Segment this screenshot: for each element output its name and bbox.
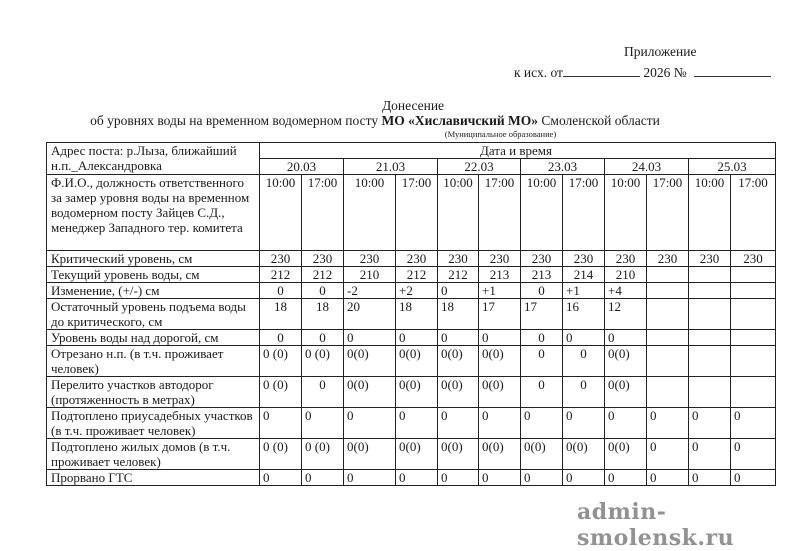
value-cell: 0 (302, 470, 344, 486)
value-cell: 17 (479, 299, 521, 330)
row-label: Подтоплено жилых домов (в т.ч. проживает человек) (47, 439, 260, 470)
municipality-caption: (Муниципальное образование) (444, 129, 557, 139)
value-cell (731, 330, 776, 346)
reference-line (514, 64, 771, 81)
value-cell: 0 (344, 408, 396, 439)
time-header: 17:00 (302, 175, 344, 251)
reference-date-blank (563, 64, 640, 77)
value-cell (647, 377, 689, 408)
value-cell: 0 (260, 283, 302, 299)
table-row (47, 330, 776, 346)
value-cell: 0(0) (479, 439, 521, 470)
row-label: Перелито участков автодорог (протяженность в метрах) (47, 377, 260, 408)
value-cell: 0 (302, 330, 344, 346)
value-cell: 0(0) (396, 377, 438, 408)
value-cell: 0 (731, 470, 776, 486)
value-cell: 0 (647, 408, 689, 439)
value-cell: 0 (689, 408, 731, 439)
value-cell: 210 (344, 267, 396, 283)
value-cell: 0 (0) (302, 346, 344, 377)
header-row-top (47, 143, 776, 159)
value-cell: 214 (563, 267, 605, 283)
value-cell: 0 (689, 439, 731, 470)
value-cell: 0 (438, 283, 479, 299)
value-cell: +1 (563, 283, 605, 299)
value-cell: 18 (396, 299, 438, 330)
table-row (47, 408, 776, 439)
value-cell: 0 (731, 408, 776, 439)
date-header: 23.03 (521, 159, 605, 175)
value-cell: 0 (396, 470, 438, 486)
appendix-label: Приложение (624, 44, 697, 59)
value-cell: 230 (689, 251, 731, 267)
value-cell: 0 (521, 330, 563, 346)
value-cell: 0 (479, 470, 521, 486)
value-cell (647, 267, 689, 283)
table-row (47, 346, 776, 377)
value-cell: +4 (605, 283, 647, 299)
value-cell: 0 (260, 408, 302, 439)
value-cell: 0 (479, 330, 521, 346)
date-header: 25.03 (689, 159, 776, 175)
value-cell: 0 (689, 470, 731, 486)
value-cell: 230 (260, 251, 302, 267)
value-cell: 212 (260, 267, 302, 283)
value-cell (689, 346, 731, 377)
table-row (47, 439, 776, 470)
value-cell (689, 330, 731, 346)
value-cell: 0 (521, 346, 563, 377)
date-header: 22.03 (438, 159, 521, 175)
value-cell (731, 283, 776, 299)
value-cell: 213 (479, 267, 521, 283)
value-cell: 0 (396, 330, 438, 346)
value-cell (731, 299, 776, 330)
value-cell: 0(0) (605, 439, 647, 470)
value-cell: 0 (563, 330, 605, 346)
municipality-name: МО «Хиславичский МО» (381, 113, 539, 128)
value-cell: 0 (0) (260, 346, 302, 377)
row-label: Текущий уровень воды, см (47, 267, 260, 283)
value-cell: 0 (647, 470, 689, 486)
value-cell: 0 (563, 470, 605, 486)
table-row (47, 299, 776, 330)
value-cell: 0(0) (605, 377, 647, 408)
value-cell: 18 (260, 299, 302, 330)
subtitle-suffix: Смоленской области (541, 113, 660, 128)
value-cell: 230 (479, 251, 521, 267)
time-header: 17:00 (563, 175, 605, 251)
value-cell: 16 (563, 299, 605, 330)
value-cell: 0 (344, 330, 396, 346)
value-cell: 0(0) (396, 439, 438, 470)
time-header: 17:00 (479, 175, 521, 251)
reference-number-blank (694, 64, 771, 77)
value-cell: 0(0) (396, 346, 438, 377)
value-cell: 0 (647, 439, 689, 470)
value-cell (731, 346, 776, 377)
address-cell: Адрес поста: р.Лыза, ближайший н.п._Александровка (47, 143, 260, 175)
value-cell: 0 (479, 408, 521, 439)
value-cell: 0 (0) (302, 439, 344, 470)
value-cell: 0 (302, 283, 344, 299)
value-cell: 0 (0) (260, 377, 302, 408)
value-cell: 0 (0) (260, 439, 302, 470)
time-header: 10:00 (521, 175, 563, 251)
value-cell: 230 (302, 251, 344, 267)
value-cell: 0(0) (438, 377, 479, 408)
row-label: Уровень воды над дорогой, см (47, 330, 260, 346)
value-cell: 17 (521, 299, 563, 330)
value-cell: 12 (605, 299, 647, 330)
value-cell: 230 (563, 251, 605, 267)
value-cell: 0 (563, 408, 605, 439)
value-cell: 0 (438, 408, 479, 439)
value-cell: 0(0) (479, 377, 521, 408)
value-cell: 212 (302, 267, 344, 283)
table-row (47, 377, 776, 408)
value-cell: 0 (731, 439, 776, 470)
time-header: 17:00 (731, 175, 776, 251)
date-header: 21.03 (344, 159, 438, 175)
table-row (47, 470, 776, 486)
value-cell: 0(0) (605, 346, 647, 377)
value-cell: 0(0) (563, 439, 605, 470)
row-label: Изменение, (+/-) см (47, 283, 260, 299)
time-header: 17:00 (396, 175, 438, 251)
value-cell: 0 (605, 330, 647, 346)
value-cell (731, 377, 776, 408)
value-cell (647, 330, 689, 346)
value-cell: 230 (438, 251, 479, 267)
reference-year: 2026 № (643, 65, 687, 80)
time-header: 10:00 (260, 175, 302, 251)
row-label: Отрезано н.п. (в т.ч. проживает человек) (47, 346, 260, 377)
value-cell: 212 (438, 267, 479, 283)
value-cell: 20 (344, 299, 396, 330)
value-cell: 0 (605, 408, 647, 439)
table-row (47, 251, 776, 267)
value-cell (689, 299, 731, 330)
value-cell: 0 (563, 346, 605, 377)
value-cell: +1 (479, 283, 521, 299)
times-row (47, 175, 776, 251)
value-cell: 0 (521, 470, 563, 486)
value-cell: 0 (563, 377, 605, 408)
value-cell: 0 (302, 377, 344, 408)
row-label: Прорвано ГТС (47, 470, 260, 486)
date-time-header: Дата и время (260, 143, 776, 159)
watermark: admin-smolensk.ru (577, 499, 735, 551)
value-cell: 210 (605, 267, 647, 283)
value-cell: 0(0) (521, 439, 563, 470)
value-cell: 0 (521, 408, 563, 439)
value-cell: 230 (521, 251, 563, 267)
value-cell: 0 (344, 470, 396, 486)
value-cell: 0 (260, 330, 302, 346)
value-cell: 0 (521, 283, 563, 299)
value-cell (647, 283, 689, 299)
value-cell: 0 (438, 470, 479, 486)
time-header: 10:00 (605, 175, 647, 251)
subtitle-prefix: об уровнях воды на временном водомерном посту (90, 113, 379, 128)
value-cell: 230 (605, 251, 647, 267)
water-level-table (46, 142, 776, 486)
value-cell: 0 (605, 470, 647, 486)
value-cell: -2 (344, 283, 396, 299)
value-cell (689, 377, 731, 408)
value-cell: 230 (344, 251, 396, 267)
value-cell: 0 (438, 330, 479, 346)
value-cell: 0 (396, 408, 438, 439)
report-title: Донесение (381, 98, 445, 113)
table-row (47, 267, 776, 283)
value-cell: 230 (647, 251, 689, 267)
value-cell (689, 267, 731, 283)
value-cell (647, 299, 689, 330)
value-cell: 0 (521, 377, 563, 408)
value-cell: 0(0) (479, 346, 521, 377)
value-cell (647, 346, 689, 377)
value-cell: 0(0) (438, 346, 479, 377)
table-row (47, 283, 776, 299)
value-cell: 0 (302, 408, 344, 439)
time-header: 10:00 (438, 175, 479, 251)
value-cell: 0(0) (344, 346, 396, 377)
report-subtitle (0, 113, 750, 129)
value-cell: 0 (260, 470, 302, 486)
value-cell: 230 (396, 251, 438, 267)
value-cell: 0(0) (438, 439, 479, 470)
time-header: 10:00 (344, 175, 396, 251)
value-cell: 18 (438, 299, 479, 330)
time-header: 17:00 (647, 175, 689, 251)
row-label: Критический уровень, см (47, 251, 260, 267)
row-label: Остаточный уровень подъема воды до критического, см (47, 299, 260, 330)
reference-prefix: к исх. от (514, 65, 563, 80)
value-cell: 18 (302, 299, 344, 330)
time-header: 10:00 (689, 175, 731, 251)
row-label: Подтоплено приусадебных участков (в т.ч. проживает человек) (47, 408, 260, 439)
responsible-cell: Ф.И.О., должность ответственного за замер уровня воды на временном водомерном посту Зайцев С.Д., менеджер Западного тер. комитета (47, 175, 260, 251)
value-cell (689, 283, 731, 299)
value-cell: 0(0) (344, 439, 396, 470)
value-cell: 212 (396, 267, 438, 283)
value-cell: 230 (731, 251, 776, 267)
date-header: 20.03 (260, 159, 344, 175)
value-cell: 213 (521, 267, 563, 283)
date-header: 24.03 (605, 159, 689, 175)
value-cell (731, 267, 776, 283)
value-cell: 0(0) (344, 377, 396, 408)
value-cell: +2 (396, 283, 438, 299)
